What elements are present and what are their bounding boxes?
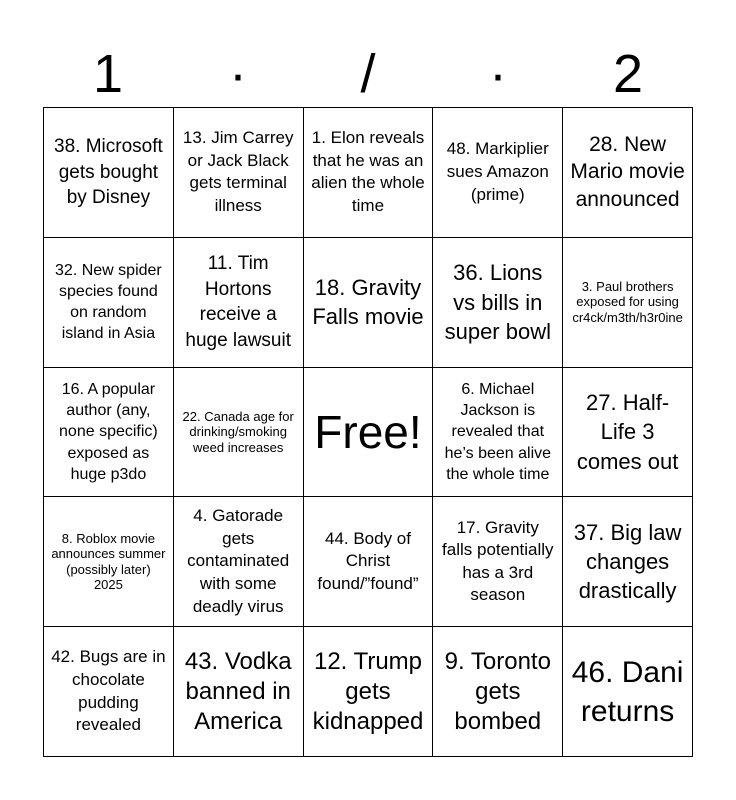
bingo-cell-text: 8. Roblox movie announces summer (possibly later) 2025	[51, 530, 166, 593]
bingo-cell[interactable]	[174, 627, 304, 757]
bingo-cell[interactable]	[44, 627, 174, 757]
bingo-cell-text: 37. Big law changes drastically	[573, 519, 682, 604]
bingo-cell-text: 13. Jim Carrey or Jack Black gets terminal illness	[182, 128, 294, 215]
bingo-cell[interactable]	[44, 497, 174, 627]
header-letter-5: 2	[612, 44, 644, 104]
bingo-cell-text: 22. Canada age for drinking/smoking weed increases	[182, 408, 294, 455]
header-letter-2: ·	[229, 44, 247, 104]
bingo-cell-text: 36. Lions vs bills in super bowl	[444, 260, 551, 344]
bingo-cell[interactable]	[433, 368, 563, 498]
bingo-cell[interactable]	[563, 497, 693, 627]
bingo-cell[interactable]	[433, 238, 563, 368]
bingo-cell[interactable]	[304, 497, 434, 627]
free-space-text: Free!	[314, 405, 422, 458]
header-letter-4: ·	[489, 44, 507, 104]
bingo-cell[interactable]	[44, 108, 174, 238]
bingo-cell-text: 11. Tim Hortons receive a huge lawsuit	[185, 252, 291, 351]
bingo-cell-text: 16. A popular author (any, none specific) exposed as huge p3do	[59, 380, 158, 483]
bingo-cell[interactable]	[563, 627, 693, 757]
bingo-cell[interactable]	[304, 238, 434, 368]
bingo-cell[interactable]	[174, 497, 304, 627]
bingo-cell-text: 12. Trump gets kidnapped	[312, 647, 424, 735]
free-space-cell[interactable]	[304, 368, 434, 498]
bingo-cell[interactable]	[563, 238, 693, 368]
bingo-cell[interactable]	[44, 368, 174, 498]
bingo-cell-text: 42. Bugs are in chocolate pudding revealed	[51, 647, 166, 735]
bingo-cell-text: 3. Paul brothers exposed for using cr4ck/m3th/h3r0ine	[572, 278, 683, 325]
bingo-cell-text: 1. Elon reveals that he was an alien the whole time	[311, 128, 425, 215]
bingo-cell[interactable]	[304, 108, 434, 238]
bingo-cell-text: 32. New spider species found on random island in Asia	[55, 261, 162, 343]
bingo-cell-text: 48. Markiplier sues Amazon (prime)	[446, 139, 549, 204]
bingo-cell-text: 27. Half-Life 3 comes out	[576, 390, 679, 474]
bingo-cell[interactable]	[433, 108, 563, 238]
bingo-cell-text: 18. Gravity Falls movie	[312, 274, 424, 330]
header-letter-3: /	[360, 44, 376, 104]
bingo-cell-text: 28. New Mario movie announced	[570, 132, 685, 212]
bingo-cell-text: 44. Body of Christ found/”found”	[317, 528, 419, 594]
bingo-cell-text: 4. Gatorade gets contaminated with some deadly virus	[187, 506, 290, 616]
bingo-cell-text: 46. Dani returns	[571, 655, 684, 728]
bingo-cell[interactable]	[304, 627, 434, 757]
bingo-cell[interactable]	[563, 368, 693, 498]
bingo-cell[interactable]	[563, 108, 693, 238]
bingo-cell-text: 6. Michael Jackson is revealed that he’s been alive the whole time	[444, 380, 552, 483]
bingo-cell-text: 43. Vodka banned in America	[184, 647, 292, 735]
bingo-grid	[43, 107, 693, 757]
bingo-cell-text: 38. Microsoft gets bought by Disney	[54, 135, 163, 209]
header-letter-1: 1	[92, 44, 124, 104]
bingo-cell-text: 9. Toronto gets bombed	[444, 647, 551, 735]
bingo-cell-text: 17. Gravity falls potentially has a 3rd season	[442, 517, 554, 605]
bingo-cell[interactable]	[44, 238, 174, 368]
bingo-cell[interactable]	[433, 497, 563, 627]
bingo-cell[interactable]	[433, 627, 563, 757]
bingo-cell[interactable]	[174, 368, 304, 498]
bingo-cell[interactable]	[174, 108, 304, 238]
bingo-header	[43, 40, 693, 108]
bingo-cell[interactable]	[174, 238, 304, 368]
